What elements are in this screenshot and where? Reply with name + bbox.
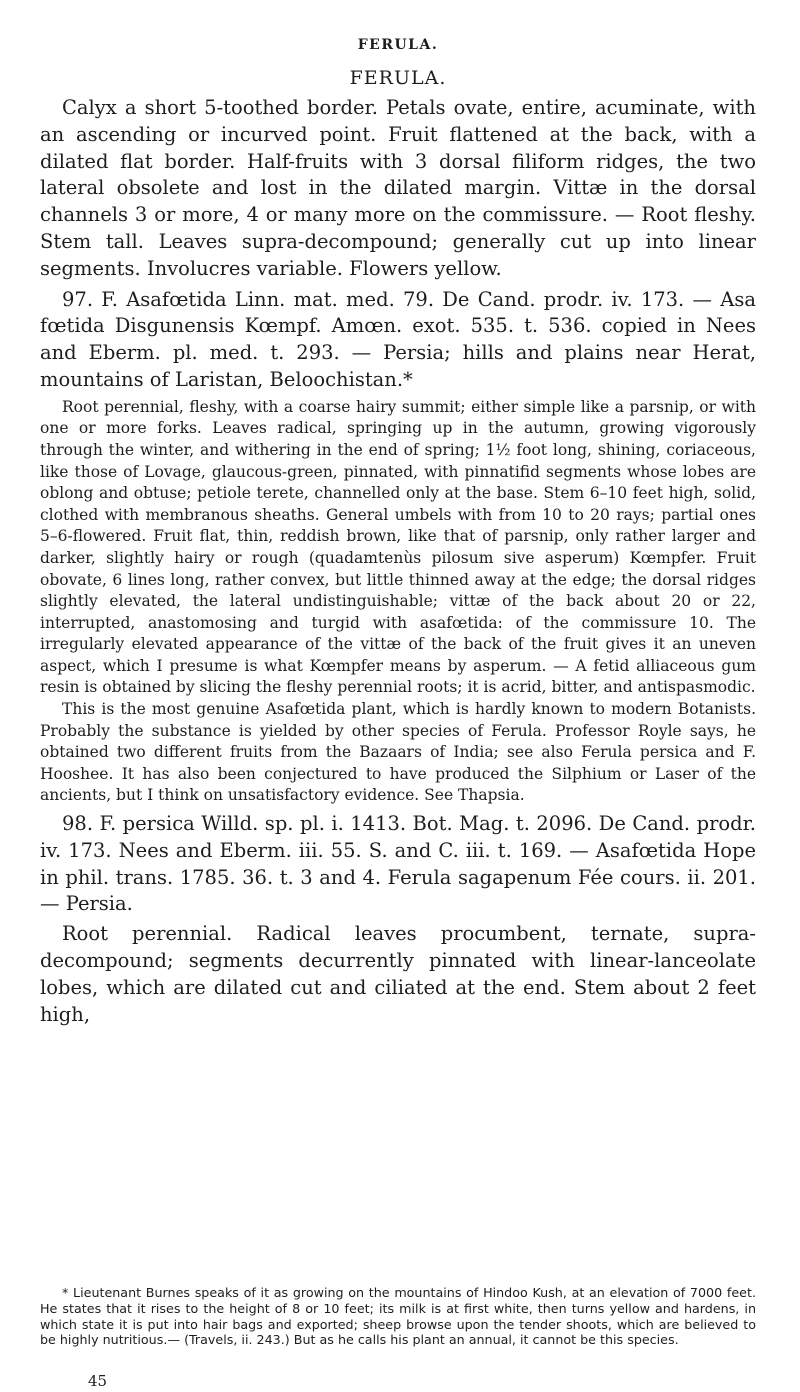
genus-description: Calyx a short 5-toothed border. Petals ovate, entire, acuminate, with an ascending or incurved point. Fruit flattened at the back, with a dilated flat border. Half-fruits with 3 dorsal filiform ridges, the two lateral obsolete and lost in the dilated margin. Vittæ in the dorsal channels 3 or more, 4 or many more on the commissure. — Root fleshy. Stem tall. Leaves supra-decompound; generally cut up into linear segments. Involucres variable. Flowers yellow. [40, 96, 756, 280]
footnote [40, 1285, 756, 1348]
species-97-heading: 97. F. Asafœtida Linn. mat. med. 79. De Cand. prodr. iv. 173. — Asa fœtida Disgunensis Kœmpf. Amœn. exot. 535. t. 536. copied in Nees and Eberm. pl. med. t. 293. — Persia; hills and plains near Herat, mountains of Laristan, Beloochistan.* [40, 287, 756, 391]
species-98-description: Root perennial. Radical leaves procumbent, ternate, supra-decompound; segments decurrently pinnated with linear-lanceolate lobes, which are dilated cut and ciliated at the end. Stem about 2 feet high, [40, 922, 756, 1026]
section-title: FERULA. [349, 67, 447, 89]
footnote-text: * Lieutenant Burnes speaks of it as growing on the mountains of Hindoo Kush, at an elevation of 7000 feet. He states that it rises to the height of 8 or 10 feet; its milk is at first white, then turns yellow and hardens, in which state it is put into hair bags and exported; sheep browse upon the tender shoots, which are believed to be highly nutritious.— (Travels, ii. 243.) But as he calls his plant an annual, it cannot be this species. [40, 1285, 756, 1348]
species-97-description: Root perennial, fleshy, with a coarse hairy summit; either simple like a parsnip, or with one or more forks. Leaves radical, springing up in the autumn, growing vigorously through the winter, and withering in the end of spring; 1½ foot long, shining, coriaceous, like those of Lovage, glaucous-green, pinnated, with pinnatifid segments whose lobes are oblong and obtuse; petiole terete, channelled only at the base. Stem 6–10 feet high, solid, clothed with membranous sheaths. General umbels with from 10 to 20 rays; partial ones 5–6-flowered. Fruit flat, thin, reddish brown, like that of parsnip, only rather larger and darker, slightly hairy or rough (quadamtenùs pilosum sive asperum) Kœmpfer. Fruit obovate, 6 lines long, rather convex, but little thinned away at the edge; the dorsal ridges slightly elevated, the lateral undistinguishable; vittæ of the back about 20 or 22, interrupted, anastomosing and turgid with asafœtida: of the commissure 10. The irregularly elevated appearance of the vittæ of the back of the fruit gives it an uneven aspect, which I presume is what Kœmpfer means by asperum. — A fetid alliaceous gum resin is obtained by slicing the fleshy perennial roots; it is acrid, bitter, and antispasmodic. [40, 397, 756, 697]
signature-mark: 45 [88, 1372, 108, 1390]
species-97-remarks: This is the most genuine Asafœtida plant, which is hardly known to modern Botanists. Probably the substance is yielded by other species of Ferula. Professor Royle says, he obtained two different fruits from the Bazaars of India; see also Ferula persica and F. Hooshee. It has also been conjectured to have produced the Silphium or Laser of the ancients, but I think on unsatisfactory evidence. See Thapsia. [40, 700, 756, 805]
running-head: FERULA. [357, 37, 439, 53]
species-98-heading: 98. F. persica Willd. sp. pl. i. 1413. Bot. Mag. t. 2096. De Cand. prodr. iv. 173. Nees and Eberm. iii. 55. S. and C. iii. t. 169. — Asafœtida Hope in phil. trans. 1785. 36. t. 3 and 4. Ferula sagapenum Fée cours. ii. 201. — Persia. [40, 812, 756, 916]
